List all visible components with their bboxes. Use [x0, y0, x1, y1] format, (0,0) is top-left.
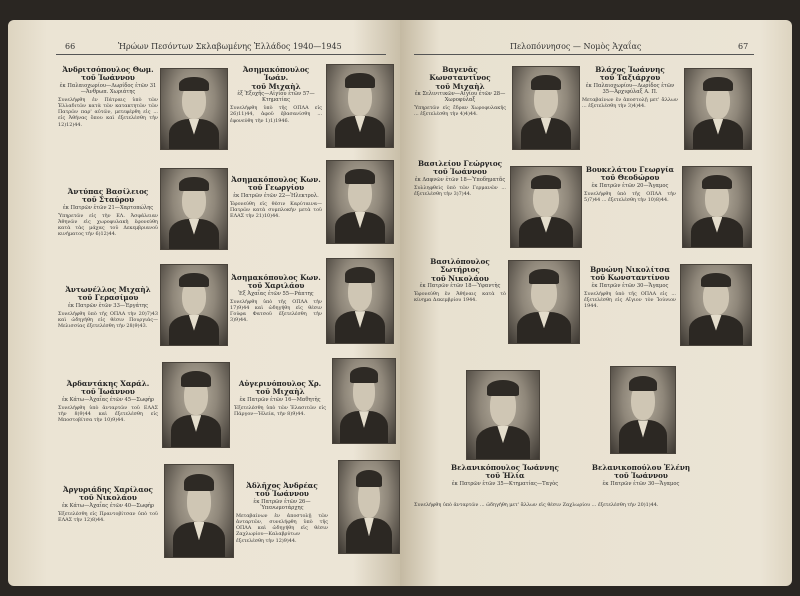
- portrait-photo: [680, 264, 752, 346]
- portrait-photo: [326, 160, 394, 244]
- left-running-title: Ἡρώων Πεσόντων Σκλαβωμένης Ἑλλάδος 1940—1945: [118, 42, 342, 51]
- entry-father: τοῦ Ἰωάννου: [81, 73, 135, 83]
- right-running-title: Πελοπόννησος — Νομὸς Ἀχαΐας: [510, 42, 642, 51]
- entry-subtitle: ἐκ Σελινιτικῶν—Αἰγίου ἐτῶν 28—Χωροφύλαξ: [414, 90, 506, 104]
- entry-subtitle: ἐκ Κάτω—Ἀχαΐας ἐτῶν 45—Σωφὴρ: [62, 396, 154, 403]
- entry-left-4: [230, 176, 322, 219]
- entry-father: τοῦ Ἰωάννου: [255, 489, 309, 499]
- entry-right-5: [414, 258, 506, 303]
- entry-right-1: [414, 66, 506, 118]
- entry-left-10: [236, 482, 328, 544]
- entry-subtitle: ἐκ Πατρῶν ἐτῶν 30—Ἄγαμος: [591, 282, 669, 289]
- portrait-photo: [682, 166, 752, 248]
- entry-subtitle: ἐκ Πατρῶν ἐτῶν 21—Χαρτοπώλης: [62, 204, 154, 211]
- entry-subtitle: ἐκ Πατρῶν ἐτῶν 16—Μαθητὴς: [239, 396, 321, 403]
- portrait-photo: [466, 370, 540, 460]
- entry-name: Βουκελάτου Γεωργία: [585, 165, 675, 174]
- portrait-photo: [326, 258, 394, 344]
- entry-left-5: [58, 286, 158, 329]
- portrait-photo: [160, 264, 228, 346]
- entry-body: Συνελήφθη ἐν Πάτραις ὑπὸ τῶν Ἑλλαδιτῶν κατὰ τῶν κατακτητῶν τῶν Πατρῶν παρ' αὐτῶν, μετεφέρθη εἰς ... εἰς Ἀθήνας ὅπου καὶ ἐξετελέσθη τὴν 12)12)44.: [58, 97, 158, 128]
- entry-body: Ἐξετελέσθη εἰς Πραντοβίτσαν ὑπὸ τοῦ ΕΛΑΣ τὴν 12)8)44.: [58, 510, 158, 523]
- entry-subtitle: ἐκ Παλαιοχωρίου—Δωρίδος ἐτῶν 31—Ἀνθρωπ. Χωριάτης: [59, 82, 157, 95]
- entry-body: Συνελήφθη ὑπὸ τῆς ΟΠΛΑ τὴν 17)9)44 καὶ ὡδηγήθη εἰς θέσιν Γούφα Φατσοῦ ἐξετελέσθη τὴν 3)9)44.: [230, 298, 322, 324]
- left-page: [8, 20, 400, 586]
- right-header-rule: [414, 54, 754, 55]
- entry-left-3: [58, 188, 158, 237]
- entry-body: Μεταβαίνων ἐν ἀποστολῇ μετ' ἄλλων ... ἐξετελέσθη τὴν 3)4)44.: [582, 97, 678, 110]
- portrait-photo: [164, 464, 234, 558]
- entry-right-2: [582, 66, 678, 109]
- entry-father: τοῦ Σταύρου: [81, 195, 135, 205]
- portrait-photo: [326, 64, 394, 148]
- entry-name: Αὐγερινόπουλος Χρ.: [238, 379, 322, 388]
- entry-body: Συλληφθεὶς ὑπὸ τῶν Γερμανῶν ... ἐξετελέσθη τὴν 3)7)44.: [414, 184, 506, 197]
- entry-body: Συνελήφθη ὑπὸ ἀνταρτῶν ... ὡδηγήθη μετ' ἄλλων εἰς θέσιν Ζαχλωρίου ... ἐξετελέσθη τὴν 20)1)44.: [414, 502, 659, 508]
- portrait-photo: [160, 168, 228, 250]
- entry-subtitle: ἐκ Παλαιοχωρίου—Δωρίδος ἐτῶν 35—Ἀρχιφύλαξ Α. Π.: [585, 82, 675, 95]
- entry-subtitle: ἐκ Πατρῶν ἐτῶν 30—Ἄγαμος: [602, 480, 680, 487]
- entry-body: Ἐξετελέσθη ὑπὸ τῶν Ἐλασιτῶν εἰς Πάργον—Ἠλεία, τὴν 8)9)44.: [234, 404, 326, 417]
- entry-right-7: [440, 464, 570, 487]
- portrait-photo: [338, 460, 400, 554]
- entry-right-8: [586, 464, 696, 487]
- entry-subtitle: ἐξ Ἐξοχῆς—Αἰγίου ἐτῶν 57—Κτηματίας: [237, 90, 315, 104]
- portrait-photo: [508, 260, 580, 344]
- entry-left-7: [58, 380, 158, 423]
- entry-body: Συνελήφθη ὑπὸ τῆς ΟΠΛΑ τὴν 5)7)44 ... ἐξετελέσθη τὴν 10)8)44.: [584, 190, 676, 203]
- portrait-photo: [510, 166, 582, 248]
- entry-father: τοῦ Μιχαὴλ: [435, 81, 485, 91]
- entry-name: Ἀντωνέλλος Μιχαὴλ: [65, 285, 151, 294]
- entry-left-6: [230, 274, 322, 323]
- entry-subtitle: ἐκ Δαφνῶν ἐτῶν 18—Ὑποδηματᾶς: [414, 176, 506, 183]
- entry-father: τοῦ Χαριλάου: [247, 281, 305, 291]
- entry-name: Βασιλείου Γεώργιος: [417, 159, 503, 168]
- entry-right-7-body: [414, 500, 754, 508]
- portrait-photo: [160, 68, 228, 150]
- entry-body: Ἐφονεύθη εἰς θέσιν Καρύταινα—Πατρῶν κατὰ συμπλοκὴν μετὰ τοῦ ΕΛΑΣ τὴν 21)10)44.: [230, 200, 322, 220]
- entry-father: τοῦ Νικολάου: [79, 493, 137, 503]
- entry-name: Ἀνδριτσόπουλος Θωμ.: [62, 65, 154, 74]
- entry-body: Ὑπηρετῶν εἰς τὴν ΕΛ. Ἀσφάλειαν Ἀθηνῶν εἰς χωροφυλακὴ ἐφονεύθη κατὰ τὰς μάχας τοῦ Δεκεμβριανοῦ κινήματος τὴν 6)12)44.: [58, 212, 158, 238]
- entry-right-3: [414, 160, 506, 197]
- entry-body: Συνελήφθη ὑπὸ τῆς ΟΠΛΑ εἰς 26)11)44, ἀφοῦ ἐβασανίσθη ... ἐφονεύθη τὴν 1)1)1946.: [230, 105, 322, 124]
- right-page: [400, 20, 792, 586]
- left-page-number: 66: [65, 42, 76, 51]
- entry-father: τοῦ Μιχαὴλ: [251, 81, 301, 91]
- portrait-photo: [610, 366, 676, 454]
- portrait-photo: [332, 358, 396, 444]
- entry-left-2: [230, 66, 322, 124]
- entry-subtitle: ἐκ Πατρῶν ἐτῶν 26—Ὑπενωμοτάρχης: [253, 498, 311, 511]
- entry-left-8: [234, 380, 326, 417]
- entry-name: Βαγενᾶς Κωνσταντῖνος: [429, 65, 491, 83]
- entry-subtitle: ἐκ Πατρῶν ἐτῶν 35—Κτηματίας—Ταγὸς: [451, 480, 559, 487]
- entry-right-6: [584, 266, 676, 309]
- entry-right-4: [584, 166, 676, 203]
- entry-body: Συνελήφθη ὑπὸ τῆς ΟΠΛΑ εἰς ... ἐξετελέσθη εἰς Αἴγιον τὸν Ἰούνιον 1944.: [584, 290, 676, 310]
- right-page-number: 67: [738, 42, 749, 51]
- entry-father: τοῦ Γεωργίου: [247, 183, 305, 193]
- entry-name: Ἀρδαντάκης Χαράλ.: [66, 379, 150, 388]
- entry-left-9: [58, 486, 158, 523]
- entry-body: Συνελήφθη ὑπὸ ἀνταρτῶν τοῦ ΕΛΑΣ τὴν 8)9)44 καὶ ἐξετελέσθη εἰς Μποστοβίτσα τὴν 10)9)44.: [58, 404, 158, 424]
- entry-subtitle: ἐκ Κάτω—Ἀχαΐας ἐτῶν 40—Σωφὴρ: [62, 502, 154, 509]
- entry-name: Βελανικόπουλος Ἰωάννης: [451, 463, 559, 472]
- entry-father: τοῦ Ἰωάννου: [614, 471, 668, 481]
- entry-father: τοῦ Θεοδώρου: [600, 173, 660, 183]
- entry-subtitle: ἐκ Πατρῶν ἐτῶν 18—Ὑφαντὴς: [419, 282, 501, 289]
- entry-name: Ἀργυριάδης Χαρίλαος: [63, 485, 153, 494]
- entry-father: τοῦ Ἰωάννου: [433, 167, 487, 177]
- entry-name: Ἀσημακόπουλος Κων.: [231, 175, 321, 184]
- entry-father: τοῦ Γερασίμου: [77, 293, 139, 303]
- entry-father: τοῦ Μιχαὴλ: [255, 387, 305, 397]
- entry-name: Ἀσημακόπουλος Κων.: [231, 273, 321, 282]
- portrait-photo: [684, 68, 752, 150]
- entry-body: Συνελήφθη ὑπὸ τῆς ΟΠΛΑ τὴν 20)7)43 καὶ ὡδηγήθη εἰς θέσιν Πουργιάς—Μελισσίας ἐξετελέσθη τὴν 28)9)43.: [58, 310, 158, 330]
- entry-father: τοῦ Ταξιάρχου: [599, 73, 661, 83]
- entry-name: Βλάχος Ἰωάννης: [595, 65, 665, 74]
- entry-name: Βρυώνη Νικολίτσα: [590, 265, 670, 274]
- entry-name: Βελανικοπούλου Ἑλένη: [591, 463, 691, 472]
- entry-subtitle: Ἐξ Ἀχαΐας ἐτῶν 55—Ράπτης: [238, 290, 314, 297]
- entry-subtitle: ἐκ Πατρῶν ἐτῶν 20—Ἄγαμος: [591, 182, 669, 189]
- left-header-rule: [56, 54, 386, 55]
- entry-father: τοῦ Ἠλία: [485, 471, 525, 481]
- entry-father: τοῦ Ἰωάννου: [81, 387, 135, 397]
- entry-left-1: [58, 66, 158, 128]
- entry-body: Ὑπηρετῶν εἰς ἔδραν Χωροφυλακῆς ... ἐξετελέσθη τὴν 4)4)44.: [414, 105, 506, 118]
- entry-name: Ἀσημακόπουλος Ἰωάν.: [242, 65, 310, 83]
- entry-name: Ἀδλῆχος Ἀνδρέας: [246, 481, 318, 490]
- entry-subtitle: ἐκ Πατρῶν ἐτῶν 22—Ἠλεκτρολ.: [233, 192, 319, 199]
- entry-body: Ἐφονεύθη ἐν Ἀθήναις κατὰ τὸ κίνημα Δεκεμβρίου 1944.: [414, 291, 506, 304]
- portrait-photo: [162, 362, 230, 448]
- entry-subtitle: ἐκ Πατρῶν ἐτῶν 33—Ἐργάτης: [67, 302, 149, 309]
- entry-name: Ἀντύπας Βασίλειος: [67, 187, 149, 196]
- entry-name: Βασιλόπουλος Σωτήριος: [430, 257, 490, 275]
- entry-body: Μεταβαίνων ἐν ἀποστολῇ τῶν ἀνταρτῶν, συνελήφθη ὑπὸ τῆς ΟΠΛΑ καὶ ὡδηγήθη εἰς θέσιν Ζαχλωρίου—Καλαβρύτων ἐξετελέσθη τὴν 12)9)44.: [236, 513, 328, 544]
- entry-father: τοῦ Κωνσταντίνου: [590, 273, 670, 283]
- portrait-photo: [512, 66, 580, 150]
- entry-father: τοῦ Νικολάου: [431, 273, 489, 283]
